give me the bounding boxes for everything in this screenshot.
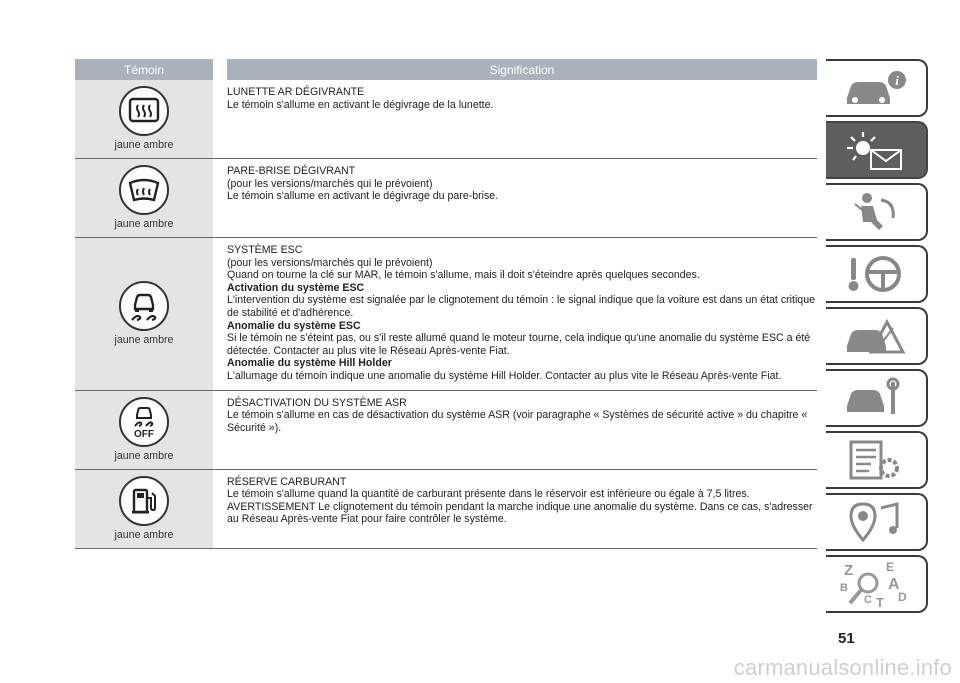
tab-warning-lights[interactable] [826, 121, 928, 179]
lamp-cell [75, 238, 213, 390]
car-info-icon [841, 66, 911, 110]
row-title: SYSTÈME ESC [227, 244, 303, 256]
safety-airbag-icon [841, 190, 911, 234]
esc-skid-icon [119, 281, 169, 331]
description-cell [227, 391, 817, 469]
svg-text:D: D [898, 590, 907, 604]
row-text: L'allumage du témoin indique une anomalie du système Hill Holder. Contacter au plus vite le Réseau Après-vente Fiat. [227, 369, 782, 382]
index-icon [836, 559, 916, 609]
lamp-color-caption: jaune ambre [114, 528, 174, 541]
tab-multimedia[interactable] [826, 493, 928, 551]
header-temoin: Témoin [75, 59, 213, 80]
table-row [75, 159, 817, 238]
description-cell [227, 470, 817, 548]
tab-car-info[interactable] [826, 59, 928, 117]
row-text: (pour les versions/marchés qui le prévoient) [227, 177, 433, 190]
description-cell [227, 159, 817, 237]
table-row [75, 470, 817, 549]
row-text: Le témoin s'allume en cas de désactivation du système ASR (voir paragraphe « Systèmes de sécurité active » du chapitre « Sécurité »). [227, 409, 808, 434]
row-title: RÉSERVE CARBURANT [227, 475, 347, 488]
table-row [75, 238, 817, 391]
description-cell [227, 238, 817, 390]
asr-off-icon [119, 397, 169, 447]
row-subheading: Anomalie du système ESC [227, 319, 361, 332]
svg-text:Z: Z [844, 562, 854, 579]
svg-text:A: A [888, 576, 900, 593]
row-subheading: Anomalie du système Hill Holder [227, 357, 392, 370]
page-number: 51 [838, 630, 855, 647]
starting-driving-icon [841, 252, 911, 296]
watermark: carmanualsonline.info [733, 655, 952, 680]
warning-lights-table [75, 59, 817, 549]
tab-safety[interactable] [826, 183, 928, 241]
row-text: L'intervention du système est signalée par le clignotement du témoin : le signal indique que la voiture est dans un état critique de stabilité et d'adhérence. [227, 294, 815, 319]
row-title: PARE-BRISE DÉGIVRANT [227, 165, 356, 177]
chapter-sidebar [826, 59, 928, 617]
row-text: (pour les versions/marchés qui le prévoient) [227, 256, 433, 269]
row-subheading: Activation du système ESC [227, 281, 365, 294]
lamp-color-caption: jaune ambre [114, 218, 174, 230]
rear-window-defrost-icon [119, 86, 169, 136]
row-text: AVERTISSEMENT Le clignotement du témoin pendant la marche indique une anomalie du système. Dans ce cas, s'adresser au Réseau Après-vente Fiat pour faire contrôler le système. [227, 500, 813, 526]
svg-text:B: B [840, 582, 848, 594]
lamp-color-caption: jaune ambre [114, 333, 174, 346]
row-text: Le témoin s'allume quand la quantité de carburant présente dans le réservoir est inférieure ou égale à 7,5 litres. [227, 488, 750, 501]
svg-text:T: T [876, 595, 884, 609]
svg-text:C: C [864, 594, 872, 606]
row-text: Le témoin s'allume en activant le dégivrage de la lunette. [227, 98, 494, 111]
lamp-color-caption: jaune ambre [114, 449, 174, 462]
technical-data-icon [841, 438, 911, 482]
fuel-reserve-icon [119, 476, 169, 526]
row-text: Si le témoin ne s'éteint pas, ou s'il reste allumé quand le moteur tourne, cela indique qu'une anomalie du système ESC a été détectée. Contacter au plus vite le Réseau Après-vente Fiat. [227, 332, 811, 357]
row-text: Le témoin s'allume en activant le dégivrage du pare-brise. [227, 190, 499, 203]
row-title: LUNETTE AR DÉGIVRANTE [227, 86, 365, 98]
tab-maintenance[interactable] [826, 369, 928, 427]
multimedia-icon [841, 500, 911, 544]
warning-lights-messages-icon [841, 128, 911, 172]
tab-emergency[interactable] [826, 307, 928, 365]
tab-technical-data[interactable] [826, 431, 928, 489]
windshield-defrost-icon [119, 165, 169, 215]
row-text: Quand on tourne la clé sur MAR, le témoin s'allume, mais il doit s'éteindre après quelques secondes. [227, 269, 700, 282]
row-title: DÉSACTIVATION DU SYSTÈME ASR [227, 396, 407, 409]
description-cell [227, 80, 817, 158]
table-header [75, 59, 817, 80]
lamp-color-caption: jaune ambre [114, 139, 174, 151]
svg-text:E: E [886, 560, 895, 574]
lamp-cell [75, 470, 213, 548]
lamp-cell [75, 391, 213, 469]
lamp-cell [75, 80, 213, 158]
table-row [75, 391, 817, 470]
table-row [75, 80, 817, 159]
lamp-cell [75, 159, 213, 237]
emergency-icon [841, 314, 911, 358]
tab-starting-driving[interactable] [826, 245, 928, 303]
tab-index[interactable] [826, 555, 928, 613]
header-signification: Signification [227, 59, 817, 80]
svg-text:i: i [895, 73, 899, 88]
off-label: OFF [134, 428, 154, 440]
maintenance-icon [841, 376, 911, 420]
